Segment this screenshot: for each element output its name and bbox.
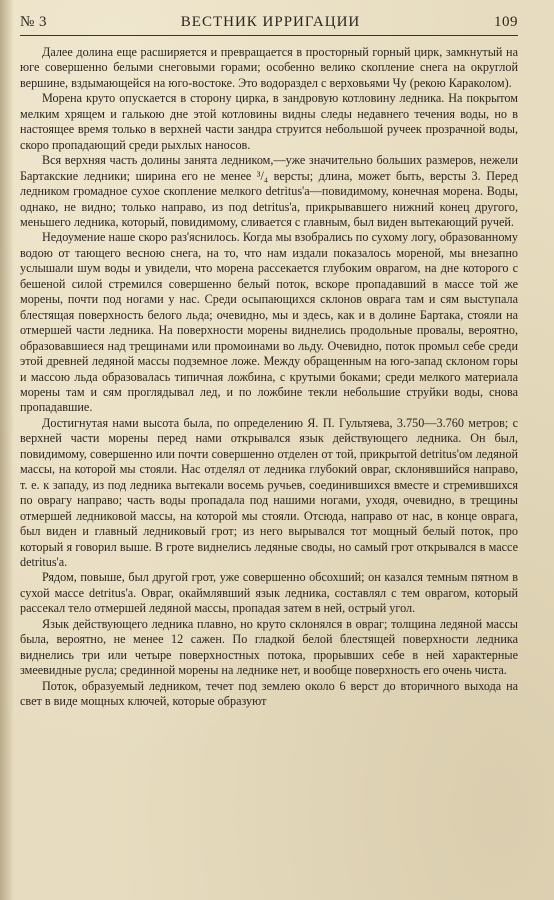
paragraph: Рядом, повыше, был другой грот, уже совершенно обсохший; он казался темным пятном в сухой массе detritus'а. Овраг, окаймлявший язык ледника, составлял с тем оврагом, который рассекал тело отмершей ледяной массы, пропадая затем в ней, острый угол. xyxy=(20,570,518,616)
paragraph: Далее долина еще расширяется и превращается в просторный горный цирк, замкнутый на юге совершенно белыми снеговыми горами; особенно велико скопление снега на округлой вершине, вздымающейся на юго-востоке. Это водораздел с верховьями Чу (рекою Караколом). xyxy=(20,45,518,90)
paragraph: Недоумение наше скоро раз'яснилось. Когда мы взобрались по сухому логу, образованному водою от тающего весною снега, на то, что нам издали показалось мореной, мы внезапно услышали шум воды и увидели, что морена рассекается глубоким оврагом, на дне которого с бешеной силой стремился совершенно белый поток, вскоре пропадавший в массе той же морены, почти под ногами у нас. Среди осыпающихся склонов оврага там и сям выступала блестящая поверхность белого льда; очевидно, мы и здесь, как и в долине Бартака, стояли на отмершей части ледника. На поверхности морены виднелись продольные провалы, вероятно, образовавшиеся над трещинами или промоинами во льду. Очевидно, поток промыл себе среди этой древней ледяной массы подземное ложе. Между обращенным на юго-запад склоном горы и массою льда образовалась типичная ложбина, с крутыми боками; среди мелкого материала морены там и сям проглядывал лед, и по ложбине текли небольшие струйки воды, снова пропадавшие. xyxy=(20,230,518,415)
journal-title: ВЕСТНИК ИРРИГАЦИИ xyxy=(180,14,361,30)
paragraph: Язык действующего ледника плавно, но круто склонялся в овраг; толщина ледяной массы была, вероятно, не менее 12 сажен. По гладкой белой блестящей поверхности ледника виднелись три или четыре поверхностных потока, прорывших себе в ней характерные змеевидные русла; срединной морены на леднике нет, и вообще поверхность его очень чиста. xyxy=(20,616,518,678)
article-body xyxy=(20,45,518,709)
running-header xyxy=(20,14,518,36)
paragraph: Морена круто опускается в сторону цирка, в зандровую котловину ледника. На покрытом мелким хрящем и галькою дне этой котловины видны следы недавнего течения воды, но в настоящее время только в верхней части зандра струится небольшой ручеек прозрачной воды, скоро пропадающий среди рыхлых наносов. xyxy=(20,91,518,152)
paragraph: Поток, образуемый ледником, течет под землею около 6 верст до вторичного выхода на свет в виде мощных ключей, которые образуют xyxy=(20,678,518,709)
paragraph: Вся верхняя часть долины занята ледником,—уже значительно больших размеров, нежели Бартакские ледники; ширина его не менее ³/₄ версты; длина, может быть, версты 3. Перед ледником громадное сухое скопление мелкого detritus'а—повидимому, конечная морена. Воды, однако, не видно; только направо, из под detritus'а, прикрывавшего нижний конец другого, меньшего ледника, который, повидимому, сливается с главным, был виден вытекающий ручей. xyxy=(20,153,518,229)
page-binding-shadow xyxy=(0,0,14,900)
page-number: 109 xyxy=(493,14,518,30)
issue-number: № 3 xyxy=(20,14,48,30)
paragraph: Достигнутая нами высота была, по определению Я. П. Гультяева, 3.750—3.760 метров; с верхней части морены перед нами открывался язык действующего ледника. Он был, повидимому, совершенно или почти совершенно отделен от той, прикрытой detritus'ом ледяной массы, на которой мы стояли. Нас отделял от ледника глубокий овраг, склонявшийся направо, т. е. к западу, из под ледника вытекали восемь ручьев, соединившихся вместе и стремившихся по оврагу направо; часть воды пропадала под нашими ногами, уходя, очевидно, в трещины отмершей ледниковой массы, на которой мы стояли. Отсюда, направо от нас, в конце оврага, был виден и главный ледниковый грот; из него вырывался тот мощный белый поток, про который я говорил выше. В гроте виднелись ледяные своды, но самый грот открывался в массе detritus'а. xyxy=(20,415,518,569)
